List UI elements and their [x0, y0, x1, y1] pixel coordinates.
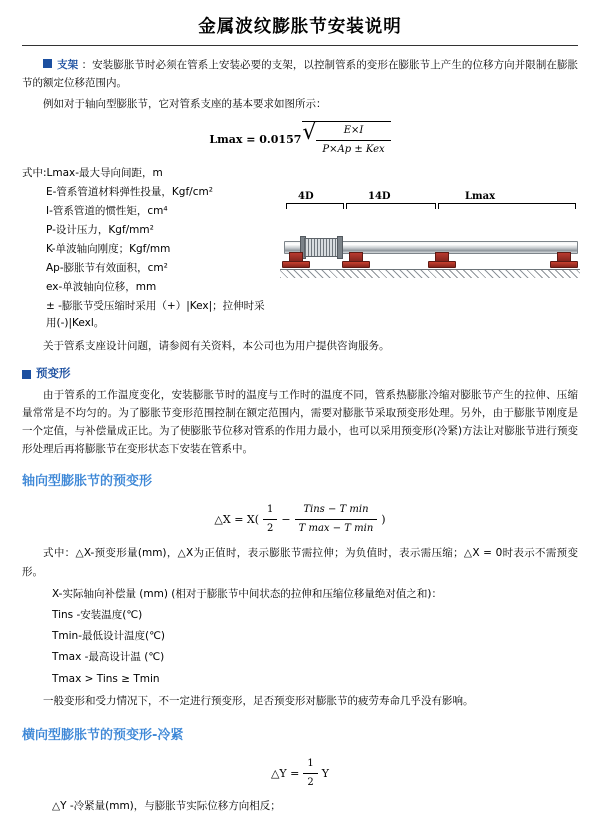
diagram-dimension-row [280, 189, 580, 205]
definition-item: ex-单波轴向位移，mm [46, 281, 157, 294]
support-paragraph-2: 例如对于轴向型膨胀节，它对管系支座的基本要求如图所示： [43, 98, 327, 111]
square-root-symbol [302, 121, 390, 157]
support-heading: 支架 [57, 59, 79, 72]
ground-hatching [280, 269, 580, 278]
definitions-and-diagram [22, 163, 578, 334]
lateral-note: △Y -冷紧量(mm)，与膨胀节实际位移方向相反； [52, 800, 281, 813]
support-icon [550, 252, 576, 268]
support-icon [428, 252, 454, 268]
axial-equation-frac1-num: 1 [263, 502, 277, 520]
support-paragraph-3: 关于管系支座设计问题，请参阅有关资料，本公司也为用户提供咨询服务。 [43, 340, 390, 353]
dimension-label-14d: 14D [368, 191, 391, 203]
lateral-equation-frac-den: 2 [307, 776, 314, 788]
title-divider [22, 45, 578, 46]
lateral-equation-rhs: Y [321, 766, 330, 780]
lmax-formula [190, 121, 410, 157]
axial-predeform-equation [22, 502, 578, 536]
pipe-support-diagram [280, 163, 580, 299]
axial-equation-frac2-den: T max − T min [298, 522, 374, 534]
support-icon [342, 252, 368, 268]
axial-equation-rhs: ) [381, 512, 386, 526]
pipe-assembly [280, 215, 580, 281]
definition-item: P-设计压力，Kgf/mm² [46, 224, 154, 237]
axial-equation-lhs: △X = X( [214, 512, 260, 526]
support-paragraph-1: 支架 ：安装膨胀节时必须在管系上安装必要的支架，以控制管系的变形在膨胀节上产生的位移方向并限制在膨胀节的额定位移范围内。 [22, 59, 579, 90]
definition-list [22, 163, 274, 334]
axial-variable-line: X-实际轴向补偿量 (mm) (相对于膨胀节中间状态的拉伸和压缩位移量绝对值之和)： [52, 587, 442, 600]
dimension-bracket-14d [346, 203, 436, 209]
axial-note: 一般变形和受力情况下，不一定进行预变形，足否预变形对膨胀节的疲劳寿命几乎没有影响。 [43, 694, 474, 707]
support-icon [282, 252, 308, 268]
lmax-formula-lhs: Lmax = 0.0157 [209, 132, 302, 146]
page-title: 金属波纹膨胀节安装说明 [198, 17, 402, 37]
definition-item: I-管系管道的惯性矩，cm⁴ [46, 205, 168, 218]
lateral-equation-lhs: △Y = [270, 766, 300, 780]
lateral-predeform-heading: 横向型膨胀节的预变形-冷紧 [22, 727, 184, 743]
axial-equation-frac2-num: Tins − T min [295, 502, 378, 520]
definition-item: E-管系管道材料弹性投量，Kgf/cm² [46, 186, 213, 199]
definition-item: K-单波轴向刚度；Kgf/mm [46, 243, 171, 256]
lmax-formula-denominator: P×Ap ± Kex [322, 143, 385, 155]
axial-variable-line: Tmax -最高设计温 (℃) [52, 651, 165, 664]
definition-item: Ap-膨胀节有效面积，cm² [46, 262, 168, 275]
dimension-label-lmax: Lmax [465, 191, 496, 203]
predeform-heading-text: 预变形 [36, 366, 71, 381]
axial-equation-minus: − [281, 512, 291, 526]
definition-item: 式中:Lmax-最大导向间距，m [22, 167, 163, 180]
dimension-bracket-lmax [438, 203, 576, 209]
axial-where-intro: 式中：△X-预变形量(mm)，△X为正值时，表示膨胀节需拉伸；为负值时，表示需压缩；△X = 0时表示不需预变形。 [22, 547, 578, 578]
axial-variable-line: Tins -安装温度(℃) [52, 608, 143, 621]
dimension-label-4d: 4D [298, 191, 314, 203]
lateral-equation-frac-num: 1 [303, 756, 317, 774]
predeform-paragraph-1: 由于管系的工作温度变化，安装膨胀节时的温度与工作时的温度不同，管系热膨胀冷缩对膨胀节产生的拉伸、压缩量常常是不均匀的。为了膨胀节变形范围控制在额定范围内，需要对膨胀节采取预变形处理。另外，由于膨胀节刚度是一个定值，与补偿量成正比。为了使膨胀节位移对管系的作用力最小，也可以采用预变形(冷紧)方法让对膨胀节进行预变形处理后再将膨胀节在变形状态下安装在管系中。 [22, 389, 578, 456]
axial-predeform-heading: 轴向型膨胀节的预变形 [22, 474, 153, 490]
dimension-bracket-4d [286, 203, 344, 209]
axial-variable-line: Tmax > Tins ≥ Tmin [52, 672, 160, 685]
blue-square-icon [43, 59, 52, 68]
definition-item: ± -膨胀节受压缩时采用（+）|Kex|；拉伸时采用(-)|Kexl。 [46, 300, 265, 330]
blue-square-icon [22, 370, 31, 379]
axial-variable-line: Tmin-最低设计温度(℃) [52, 630, 165, 643]
axial-equation-frac1-den: 2 [267, 522, 274, 534]
support-paragraph-1-text: 安装膨胀节时必须在管系上安装必要的支架，以控制管系的变形在膨胀节上产生的位移方向并限制在膨胀节的额定位移范围内。 [22, 59, 579, 90]
lmax-formula-numerator: √ E×I [316, 123, 390, 141]
predeform-section-heading [22, 365, 578, 383]
lateral-predeform-equation [22, 756, 578, 790]
bellows-expansion-joint-icon [304, 238, 340, 257]
document-page [0, 14, 600, 813]
